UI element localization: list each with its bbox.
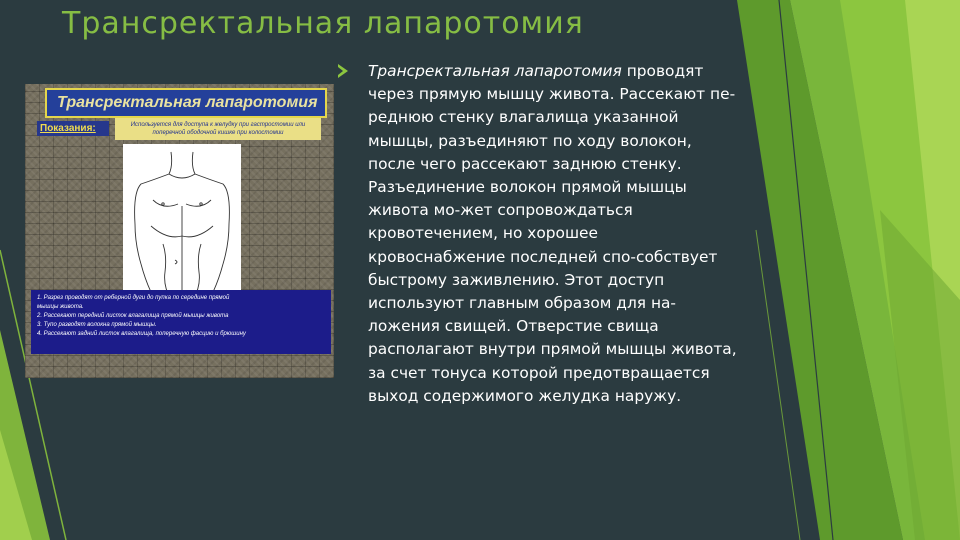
body-term: Трансректальная лапаротомия <box>368 62 622 80</box>
body-text <box>368 60 740 408</box>
procedure-steps <box>31 290 331 354</box>
step-line: 3. Тупо разводят волокна прямой мышцы. <box>37 322 157 328</box>
figure-title: Трансректальная лапаротомия <box>45 88 327 118</box>
triangle-arrow-icon <box>338 64 348 78</box>
indications-text: Используется для доступа к желудку при гастростомии или поперечной ободочной кишке при колостомии <box>115 118 321 140</box>
embedded-figure <box>25 84 334 378</box>
indications-label: Показания: <box>37 121 109 136</box>
slide-title: Трансректальная лапаротомия <box>62 6 584 41</box>
step-line: 1. Разрез проводят от реберной дуги до пупка по середине прямой <box>37 295 230 301</box>
body-description: проводят через прямую мышцу живота. Рассекают пе-реднюю стенку влагалища указанной мышцы, разъединяют по ходу волокон, после чего рассекают заднюю стенку. Разъединение волокон прямой мышцы живота мо-жет сопровождаться кровотечением, но хорошее кровоснабжение последней спо-собствует быстрому заживлению. Этот доступ используют главным образом для на-ложения свищей. Отверстие свища располагают внутри прямой мышцы живота, за счет тонуса которой предотвращается выход содержимого желудка наружу. <box>368 62 737 405</box>
step-line: 2. Рассекают передний листок влагалища прямой мышцы живота <box>37 313 229 319</box>
step-line: мышцы живота. <box>37 304 84 310</box>
step-line: 4. Рассекают задний листок влагалища, поперечную фасцию и брюшину <box>37 331 246 337</box>
